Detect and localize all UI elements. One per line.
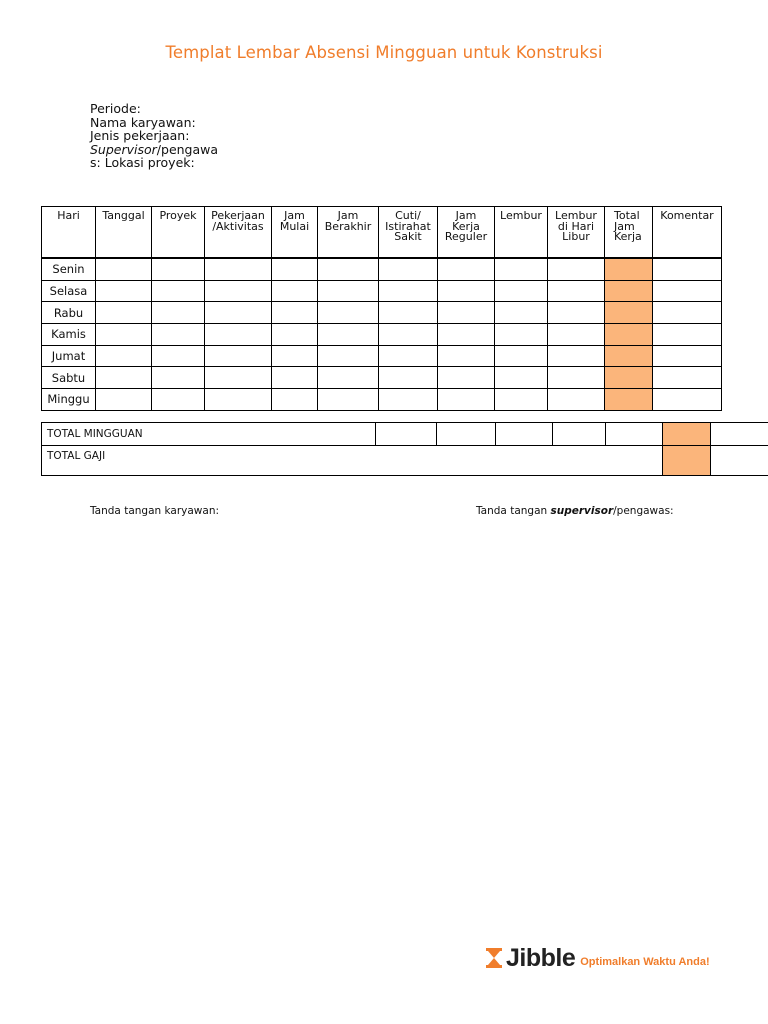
- weekly-total-cell[interactable]: [376, 423, 437, 446]
- employee-name-label: Nama karyawan:: [90, 114, 196, 130]
- entry-cell[interactable]: [379, 367, 438, 389]
- entry-cell[interactable]: [379, 389, 438, 411]
- entry-cell[interactable]: [438, 389, 495, 411]
- column-header-line: Total: [614, 209, 640, 222]
- salary-total-row: [42, 446, 768, 476]
- entry-cell[interactable]: [379, 324, 438, 346]
- entry-cell[interactable]: [152, 302, 205, 324]
- salary-total-label: TOTAL GAJI: [42, 446, 663, 476]
- entry-cell[interactable]: [318, 389, 379, 411]
- weekly-total-row: [42, 423, 768, 446]
- column-header: [96, 207, 152, 259]
- column-header-line: Proyek: [159, 209, 197, 222]
- entry-cell[interactable]: [152, 280, 205, 302]
- day-label: Minggu: [42, 389, 96, 411]
- entry-cell[interactable]: [653, 258, 722, 280]
- entry-cell[interactable]: [318, 345, 379, 367]
- entry-cell[interactable]: [152, 324, 205, 346]
- attendance-table: [41, 206, 722, 411]
- entry-cell[interactable]: [548, 302, 605, 324]
- column-header-line: Tanggal: [102, 209, 145, 222]
- entry-cell[interactable]: [438, 280, 495, 302]
- entry-cell[interactable]: [96, 389, 152, 411]
- supervisor-rest: /pengawa: [156, 141, 219, 157]
- entry-cell[interactable]: [272, 389, 318, 411]
- entry-cell[interactable]: [272, 324, 318, 346]
- totals-table: [41, 422, 768, 476]
- entry-cell[interactable]: [379, 258, 438, 280]
- entry-cell[interactable]: [653, 367, 722, 389]
- entry-cell[interactable]: [318, 258, 379, 280]
- day-label: Selasa: [42, 280, 96, 302]
- table-row: [42, 389, 722, 411]
- entry-cell[interactable]: [495, 345, 548, 367]
- salary-total-cell[interactable]: [711, 446, 768, 476]
- entry-cell[interactable]: [96, 324, 152, 346]
- weekly-total-hours-cell[interactable]: [663, 423, 711, 446]
- table-row: [42, 367, 722, 389]
- weekly-total-cell[interactable]: [496, 423, 553, 446]
- weekly-total-cell[interactable]: [437, 423, 496, 446]
- entry-cell[interactable]: [205, 367, 272, 389]
- entry-cell[interactable]: [272, 258, 318, 280]
- column-header: [653, 207, 722, 259]
- total-hours-cell[interactable]: [605, 367, 653, 389]
- entry-cell[interactable]: [438, 367, 495, 389]
- table-row: [42, 280, 722, 302]
- day-label: Jumat: [42, 345, 96, 367]
- entry-cell[interactable]: [653, 345, 722, 367]
- entry-cell[interactable]: [152, 389, 205, 411]
- entry-cell[interactable]: [152, 345, 205, 367]
- weekly-total-cell[interactable]: [553, 423, 606, 446]
- column-header-line: Mulai: [279, 219, 310, 233]
- column-header-line: /Aktivitas: [212, 219, 264, 233]
- column-header: [605, 207, 653, 259]
- column-header: [152, 207, 205, 259]
- column-header-line: Komentar: [660, 209, 714, 222]
- entry-cell[interactable]: [205, 324, 272, 346]
- column-header-line: Jam: [337, 209, 359, 222]
- column-header-line: Reguler: [444, 230, 488, 243]
- hourglass-icon: [485, 947, 503, 969]
- entry-cell[interactable]: [495, 302, 548, 324]
- entry-cell[interactable]: [548, 367, 605, 389]
- weekly-total-cell[interactable]: [606, 423, 663, 446]
- total-hours-cell[interactable]: [605, 324, 653, 346]
- entry-cell[interactable]: [96, 280, 152, 302]
- entry-cell[interactable]: [318, 324, 379, 346]
- total-hours-cell[interactable]: [605, 345, 653, 367]
- entry-cell[interactable]: [379, 280, 438, 302]
- table-row: [42, 302, 722, 324]
- day-label: Rabu: [42, 302, 96, 324]
- day-label: Senin: [42, 258, 96, 280]
- entry-cell[interactable]: [318, 302, 379, 324]
- column-header-line: Berakhir: [324, 219, 372, 233]
- table-row: [42, 345, 722, 367]
- weekly-total-label: TOTAL MINGGUAN: [42, 423, 376, 446]
- entry-cell[interactable]: [548, 389, 605, 411]
- entry-cell[interactable]: [272, 367, 318, 389]
- entry-cell[interactable]: [205, 389, 272, 411]
- entry-cell[interactable]: [495, 389, 548, 411]
- entry-cell[interactable]: [96, 258, 152, 280]
- table-row: [42, 324, 722, 346]
- entry-cell[interactable]: [205, 258, 272, 280]
- column-header-line: di Hari: [557, 219, 595, 233]
- employee-info: [90, 102, 218, 170]
- column-header-line: Istirahat: [385, 219, 431, 233]
- supervisor-label: [90, 143, 218, 157]
- entry-cell[interactable]: [653, 389, 722, 411]
- table-row: [42, 258, 722, 280]
- entry-cell[interactable]: [495, 258, 548, 280]
- column-header-line: Jam: [284, 209, 305, 222]
- column-header: [495, 207, 548, 259]
- entry-cell[interactable]: [318, 280, 379, 302]
- column-header: [548, 207, 605, 259]
- entry-cell[interactable]: [379, 345, 438, 367]
- entry-cell[interactable]: [495, 324, 548, 346]
- column-header-line: Kerja: [452, 219, 480, 233]
- column-header-line: Hari: [57, 209, 80, 222]
- column-header: [438, 207, 495, 259]
- entry-cell[interactable]: [96, 345, 152, 367]
- job-type-label: Jenis pekerjaan:: [90, 128, 190, 143]
- entry-cell[interactable]: [205, 280, 272, 302]
- table-header-row: [42, 207, 722, 259]
- page-title: Templat Lembar Absensi Mingguan untuk Konstruksi: [165, 43, 603, 62]
- entry-cell[interactable]: [438, 345, 495, 367]
- column-header-line: Kerja: [614, 230, 642, 243]
- entry-cell[interactable]: [379, 302, 438, 324]
- total-hours-cell[interactable]: [605, 280, 653, 302]
- entry-cell[interactable]: [653, 324, 722, 346]
- entry-cell[interactable]: [495, 367, 548, 389]
- entry-cell[interactable]: [548, 258, 605, 280]
- column-header-line: Jam: [614, 219, 635, 233]
- entry-cell[interactable]: [205, 345, 272, 367]
- column-header-line: Jam: [455, 209, 477, 222]
- salary-total-cell[interactable]: [663, 446, 711, 476]
- total-hours-cell[interactable]: [605, 302, 653, 324]
- supervisor-signature-label: Tanda tangan supervisor/pengawas:: [476, 505, 674, 517]
- brand-tagline: Optimalkan Waktu Anda!: [580, 956, 710, 968]
- supervisor-italic: Supervisor: [90, 141, 157, 157]
- column-header: [42, 207, 96, 259]
- entry-cell[interactable]: [548, 324, 605, 346]
- entry-cell[interactable]: [495, 280, 548, 302]
- entry-cell[interactable]: [438, 302, 495, 324]
- column-header-line: Libur: [562, 230, 590, 243]
- brand-name: Jibble: [506, 943, 576, 972]
- entry-cell[interactable]: [272, 345, 318, 367]
- column-header: [318, 207, 379, 259]
- column-header-line: Lembur: [555, 209, 597, 222]
- entry-cell[interactable]: [272, 280, 318, 302]
- column-header-line: Pekerjaan: [211, 209, 265, 222]
- entry-cell[interactable]: [205, 302, 272, 324]
- entry-cell[interactable]: [152, 258, 205, 280]
- entry-cell[interactable]: [96, 367, 152, 389]
- day-label: Sabtu: [42, 367, 96, 389]
- entry-cell[interactable]: [272, 302, 318, 324]
- project-location-label: s: Lokasi proyek:: [90, 155, 195, 170]
- jibble-logo: [485, 944, 710, 972]
- total-hours-cell[interactable]: [605, 389, 653, 411]
- column-header-line: Sakit: [394, 230, 422, 243]
- weekly-total-cell[interactable]: [711, 423, 768, 446]
- entry-cell[interactable]: [548, 345, 605, 367]
- table-body: [42, 258, 722, 410]
- column-header-line: Cuti/: [395, 209, 421, 222]
- entry-cell[interactable]: [653, 280, 722, 302]
- entry-cell[interactable]: [318, 367, 379, 389]
- entry-cell[interactable]: [548, 280, 605, 302]
- day-label: Kamis: [42, 324, 96, 346]
- entry-cell[interactable]: [653, 302, 722, 324]
- entry-cell[interactable]: [152, 367, 205, 389]
- period-label: Periode:: [90, 101, 141, 116]
- column-header-line: Lembur: [500, 209, 542, 222]
- column-header: [379, 207, 438, 259]
- entry-cell[interactable]: [96, 302, 152, 324]
- employee-signature-label: Tanda tangan karyawan:: [90, 505, 220, 517]
- entry-cell[interactable]: [438, 258, 495, 280]
- entry-cell[interactable]: [438, 324, 495, 346]
- column-header: [205, 207, 272, 259]
- column-header: [272, 207, 318, 259]
- total-hours-cell[interactable]: [605, 258, 653, 280]
